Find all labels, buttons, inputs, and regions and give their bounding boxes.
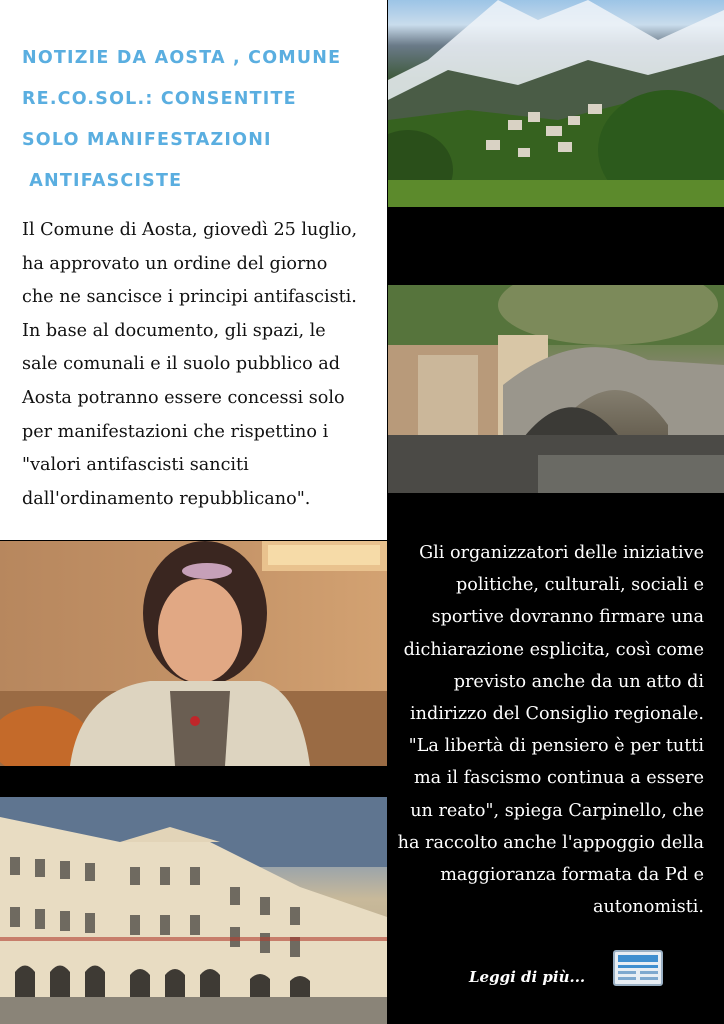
text-line: sale comunali e il suolo pubblico ad (22, 354, 341, 375)
mountain-village-photo (388, 0, 724, 207)
detail-paragraph (374, 537, 704, 923)
text-line: ha raccolto anche l'appoggio della (397, 832, 704, 853)
article-title (22, 38, 372, 202)
text-line: "La libertà di pensiero è per tutti (408, 736, 704, 757)
stone-bridge-photo (388, 285, 724, 493)
text-line: dall'ordinamento repubblicano". (22, 488, 311, 509)
text-line: Gli organizzatori delle iniziative (419, 543, 704, 563)
town-hall-photo (0, 797, 387, 1024)
text-line: ha approvato un ordine del giorno (22, 253, 328, 274)
text-line: che ne sancisce i principi antifascisti. (22, 287, 357, 308)
text-line: dichiarazione esplicita, così come (403, 639, 704, 660)
read-more-link[interactable]: Leggi di più... (469, 968, 586, 986)
text-line: previsto anche da un atto di (453, 671, 704, 692)
text-line: Il Comune di Aosta, giovedì 25 luglio, (22, 220, 358, 240)
text-line: autonomisti. (592, 897, 704, 918)
text-line: Aosta potranno essere concessi solo (22, 387, 345, 408)
text-line: In base al documento, gli spazi, le (22, 320, 326, 341)
text-line: per manifestazioni che rispettino i (22, 421, 329, 442)
text-line: "valori antifascisti sanciti (22, 455, 249, 476)
intro-paragraph (22, 214, 362, 516)
title-line: SOLO MANIFESTAZIONI (22, 130, 272, 150)
title-line: NOTIZIE DA AOSTA , COMUNE (22, 48, 342, 68)
title-line: ANTIFASCISTE (22, 171, 183, 191)
text-line: indirizzo del Consiglio regionale. (410, 704, 704, 725)
newspaper-icon[interactable] (612, 948, 664, 988)
text-line: un reato", spiega Carpinello, che (410, 800, 704, 821)
text-line: ma il fascismo continua a essere (413, 768, 704, 789)
portrait-photo (0, 541, 387, 766)
text-line: sportive dovranno firmare una (431, 607, 704, 628)
text-line: maggioranza formata da Pd e (440, 865, 704, 886)
title-line: RE.CO.SOL.: CONSENTITE (22, 89, 297, 109)
text-line: politiche, culturali, sociali e (456, 575, 704, 596)
